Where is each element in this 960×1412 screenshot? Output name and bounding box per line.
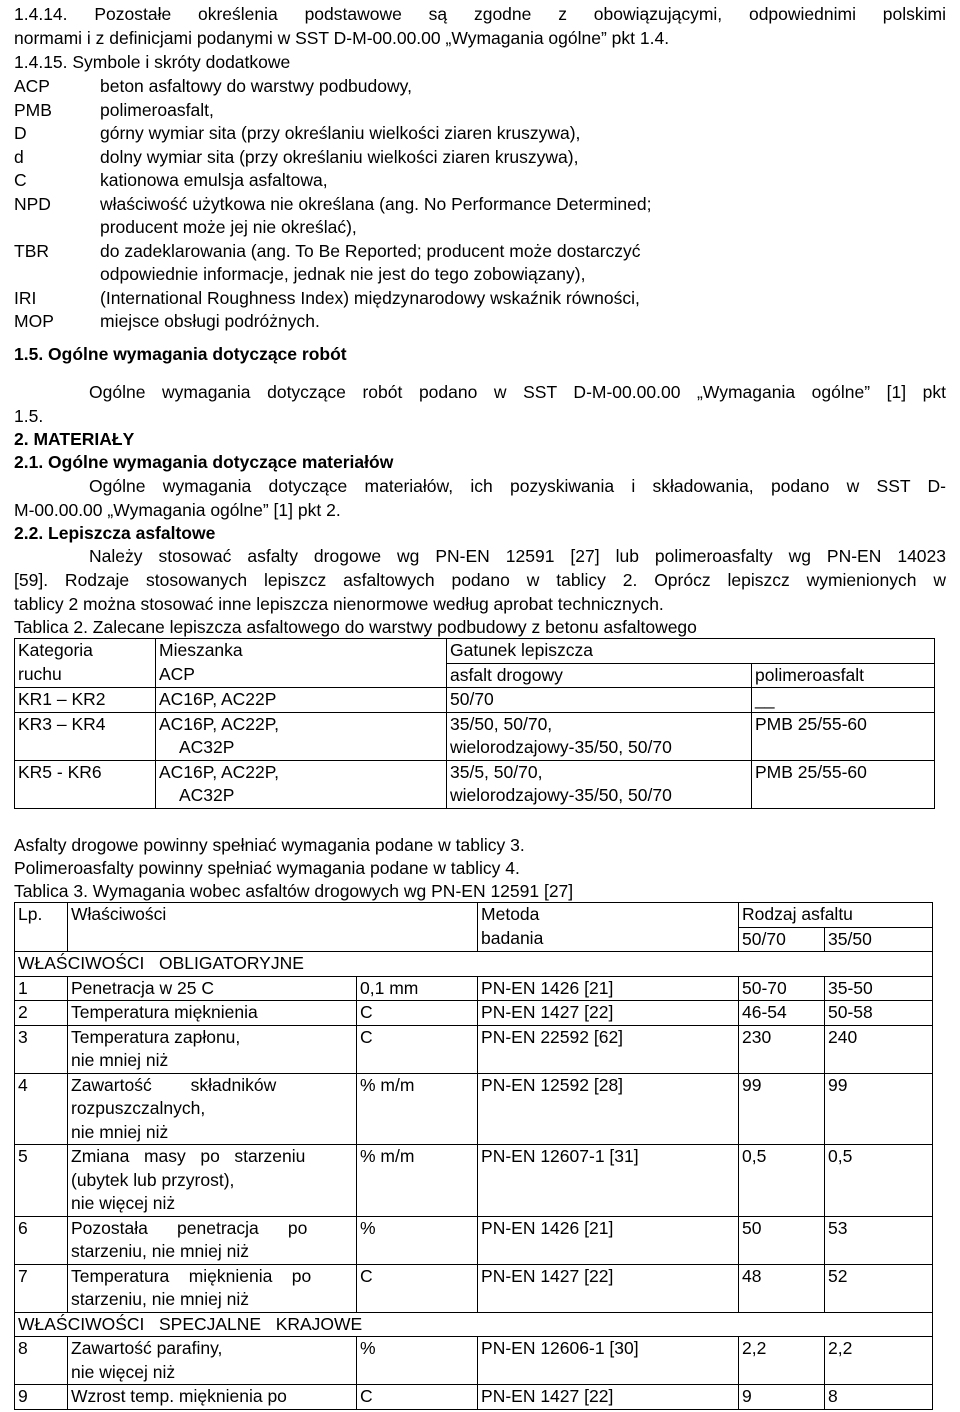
cell-lp: 8 — [15, 1337, 68, 1385]
cell-polimero: PMB 25/55-60 — [752, 760, 935, 808]
cell-50-70: 230 — [739, 1025, 825, 1073]
cell-35-50: 50-58 — [825, 1001, 933, 1026]
cell-wlasciwosci — [68, 1216, 357, 1264]
table-3-header-row — [15, 903, 933, 928]
cell-line: wielorodzajowy-35/50, 50/70 — [450, 785, 672, 805]
cell-line: AC16P, AC22P — [159, 689, 277, 709]
abbreviation-value: kationowa emulsja asfaltowa, — [100, 170, 328, 190]
table-3-header-35-50: 35/50 — [825, 927, 933, 952]
header-text: ruchu — [18, 663, 62, 684]
cell-wlasciwosci — [68, 976, 357, 1001]
cell-line: nie więcej niż — [71, 1193, 176, 1213]
cell-line: Wzrost temp. mięknienia po — [71, 1386, 287, 1406]
table-2-header-row — [15, 639, 935, 664]
abbreviation-key: ACP — [14, 76, 50, 96]
table-row — [15, 1073, 933, 1145]
abbreviation-value: polimeroasfalt, — [100, 99, 214, 120]
abbreviation-key: NPD — [14, 193, 51, 214]
cell-35-50: 2,2 — [825, 1337, 933, 1385]
table-section-row — [15, 1312, 933, 1337]
cell-line: nie mniej niż — [71, 1121, 169, 1142]
paragraph-1-4-14-line1: 1.4.14. Pozostałe określenia podstawowe są zgodne z obowiązującymi, odpowiednimi polskimi — [14, 4, 946, 24]
section-1-5-line1: Ogólne wymagania dotyczące robót podano w SST D-M-00.00.00 „Wymagania ogólne” [1] pkt — [89, 382, 946, 402]
section-2-1-heading: 2.1. Ogólne wymagania dotyczące materiałów — [14, 452, 394, 472]
table-row — [15, 1337, 933, 1385]
cell-metoda: PN-EN 12606-1 [30] — [478, 1337, 739, 1385]
cell-lp: 9 — [15, 1385, 68, 1410]
header-text: Kategoria — [18, 640, 93, 660]
cell-asfalt — [447, 688, 752, 713]
cell-wlasciwosci — [68, 1145, 357, 1217]
header-text: ACP — [159, 663, 195, 684]
after-table-2-line2: Polimeroasfalty powinny spełniać wymagania podane w tablicy 4. — [14, 858, 520, 878]
section-2-heading: 2. MATERIAŁY — [14, 429, 135, 449]
table-row — [15, 1216, 933, 1264]
table-2 — [14, 638, 935, 809]
cell-metoda: PN-EN 1427 [22] — [478, 1264, 739, 1312]
cell-50-70: 99 — [739, 1073, 825, 1145]
cell-metoda: PN-EN 12592 [28] — [478, 1073, 739, 1145]
cell-kategoria: KR1 – KR2 — [15, 688, 156, 713]
cell-35-50: 99 — [825, 1073, 933, 1145]
table-row — [15, 1385, 933, 1410]
cell-line: 50/70 — [450, 689, 494, 709]
section-1-5-heading: 1.5. Ogólne wymagania dotyczące robót — [14, 344, 347, 364]
cell-asfalt — [447, 712, 752, 760]
cell-lp: 1 — [15, 976, 68, 1001]
table-3-caption: Tablica 3. Wymagania wobec asfaltów drogowych wg PN-EN 12591 [27] — [14, 881, 574, 901]
abbreviation-row — [14, 98, 946, 122]
section-2-2-heading: 2.2. Lepiszcza asfaltowe — [14, 523, 216, 543]
cell-lp: 5 — [15, 1145, 68, 1217]
abbreviation-row — [14, 215, 946, 239]
table-2-caption: Tablica 2. Zalecane lepiszcza asfaltowego do warstwy podbudowy z betonu asfaltowego — [14, 617, 697, 637]
after-table-2-line1: Asfalty drogowe powinny spełniać wymagania podane w tablicy 3. — [14, 835, 525, 855]
table-3-header-metoda — [478, 903, 739, 952]
table-2-header-kategoria — [15, 639, 156, 688]
cell-line: 35/5, 50/70, — [450, 761, 543, 782]
cell-line: Zawartość składników — [71, 1074, 277, 1095]
cell-jednostka: C — [357, 1001, 478, 1026]
abbreviation-key: d — [14, 146, 24, 167]
abbreviation-row — [14, 239, 946, 263]
cell-line: nie więcej niż — [71, 1361, 176, 1382]
cell-line: AC32P — [179, 737, 235, 757]
table-3-header-wlasciwosci: Właściwości — [68, 903, 478, 952]
cell-wlasciwosci — [68, 1385, 357, 1410]
cell-line: nie mniej niż — [71, 1050, 169, 1070]
table-row — [15, 1264, 933, 1312]
abbreviation-value: dolny wymiar sita (przy określaniu wielkości ziaren kruszywa), — [100, 146, 579, 167]
table-2-header-gatunek: Gatunek lepiszcza — [447, 639, 935, 664]
cell-polimero: PMB 25/55-60 — [752, 712, 935, 760]
abbreviation-key: D — [14, 123, 27, 143]
cell-50-70: 48 — [739, 1264, 825, 1312]
section-2-2-line2: [59]. Rodzaje stosowanych lepiszcz asfaltowych podano w tablicy 2. Oprócz lepiszcz wymienionych w — [14, 570, 946, 590]
cell-jednostka: C — [357, 1264, 478, 1312]
cell-35-50: 240 — [825, 1025, 933, 1073]
cell-lp: 2 — [15, 1001, 68, 1026]
cell-50-70: 46-54 — [739, 1001, 825, 1026]
table-3-header-50-70: 50/70 — [739, 927, 825, 952]
cell-line: (ubytek lub przyrost), — [71, 1169, 235, 1190]
abbreviation-key: PMB — [14, 99, 52, 120]
cell-wlasciwosci — [68, 1025, 357, 1073]
cell-asfalt — [447, 760, 752, 808]
cell-metoda: PN-EN 1426 [21] — [478, 976, 739, 1001]
table-3-body — [15, 952, 933, 1410]
cell-line: AC16P, AC22P, — [159, 761, 280, 782]
abbreviation-value: odpowiednie informacje, jednak nie jest do tego zobowiązany), — [100, 264, 586, 284]
cell-50-70: 50 — [739, 1216, 825, 1264]
table-3 — [14, 902, 933, 1410]
cell-jednostka: % — [357, 1216, 478, 1264]
cell-jednostka: C — [357, 1025, 478, 1073]
section-1-5-line2: 1.5. — [14, 406, 44, 426]
cell-jednostka: % — [357, 1337, 478, 1385]
abbreviation-row — [14, 74, 946, 98]
cell-35-50: 0,5 — [825, 1145, 933, 1217]
header-text: badania — [481, 927, 544, 948]
abbreviation-row — [14, 262, 946, 286]
cell-35-50: 53 — [825, 1216, 933, 1264]
section-2-2-line1: Należy stosować asfalty drogowe wg PN-EN 12591 [27] lub polimeroasfalty wg PN-EN 14023 — [89, 546, 946, 566]
table-3-header-rodzaj: Rodzaj asfaltu — [739, 903, 933, 928]
table-2-header-asfalt: asfalt drogowy — [447, 663, 752, 688]
abbreviation-list — [14, 74, 946, 333]
abbreviation-value: producent może jej nie określać), — [100, 217, 357, 237]
abbreviation-row — [14, 168, 946, 192]
cell-50-70: 2,2 — [739, 1337, 825, 1385]
table-3-header-lp: Lp. — [15, 903, 68, 952]
cell-jednostka: 0,1 mm — [357, 976, 478, 1001]
section-2-1-line2: M-00.00.00 „Wymagania ogólne” [1] pkt 2. — [14, 500, 341, 520]
cell-35-50: 52 — [825, 1264, 933, 1312]
cell-wlasciwosci — [68, 1073, 357, 1145]
cell-jednostka: % m/m — [357, 1145, 478, 1217]
cell-metoda: PN-EN 22592 [62] — [478, 1025, 739, 1073]
cell-lp: 7 — [15, 1264, 68, 1312]
cell-line: wielorodzajowy-35/50, 50/70 — [450, 737, 672, 757]
header-text: Metoda — [481, 904, 540, 924]
abbreviation-row — [14, 286, 946, 310]
cell-50-70: 0,5 — [739, 1145, 825, 1217]
abbreviation-value: właściwość użytkowa nie określana (ang. No Performance Determined; — [100, 193, 652, 214]
table-row — [15, 1001, 933, 1026]
header-text: Mieszanka — [159, 640, 243, 660]
cell-line: starzeniu, nie mniej niż — [71, 1289, 249, 1309]
section-label: WŁAŚCIWOŚCI OBLIGATORYJNE — [15, 952, 933, 977]
cell-mieszanka — [156, 760, 447, 808]
table-row — [15, 1145, 933, 1217]
cell-line: Temperatura mięknienia po — [71, 1265, 312, 1286]
cell-metoda: PN-EN 12607-1 [31] — [478, 1145, 739, 1217]
abbreviation-key: TBR — [14, 240, 49, 261]
abbreviation-row — [14, 192, 946, 216]
table-2-header-polimero: polimeroasfalt — [752, 663, 935, 688]
table-section-row — [15, 952, 933, 977]
cell-line: Zawartość parafiny, — [71, 1338, 223, 1358]
cell-line: Penetracja w 25 C — [71, 977, 214, 998]
cell-50-70: 50-70 — [739, 976, 825, 1001]
abbreviation-value: beton asfaltowy do warstwy podbudowy, — [100, 76, 412, 96]
cell-line: starzeniu, nie mniej niż — [71, 1241, 249, 1261]
cell-wlasciwosci — [68, 1001, 357, 1026]
abbreviation-key: C — [14, 170, 27, 190]
cell-lp: 4 — [15, 1073, 68, 1145]
cell-mieszanka — [156, 712, 447, 760]
table-row — [15, 1025, 933, 1073]
cell-metoda: PN-EN 1426 [21] — [478, 1216, 739, 1264]
cell-kategoria: KR5 - KR6 — [15, 760, 156, 808]
paragraph-1-4-14-line2: normami i z definicjami podanymi w SST D-M-00.00.00 „Wymagania ogólne” pkt 1.4. — [14, 28, 670, 48]
cell-wlasciwosci — [68, 1264, 357, 1312]
cell-line: rozpuszczalnych, — [71, 1098, 206, 1118]
cell-line: Temperatura mięknienia — [71, 1002, 258, 1022]
abbreviation-key: IRI — [14, 287, 37, 308]
table-row — [15, 976, 933, 1001]
section-1-4-15-heading: 1.4.15. Symbole i skróty dodatkowe — [14, 52, 291, 72]
cell-polimero: __ — [752, 688, 935, 713]
cell-metoda: PN-EN 1427 [22] — [478, 1385, 739, 1410]
cell-jednostka: % m/m — [357, 1073, 478, 1145]
section-2-2-line3: tablicy 2 można stosować inne lepiszcza nienormowe według aprobat technicznych. — [14, 594, 664, 614]
abbreviation-row — [14, 145, 946, 169]
abbreviation-value: górny wymiar sita (przy określaniu wielkości ziaren kruszywa), — [100, 123, 581, 143]
abbreviation-row — [14, 309, 946, 333]
cell-line: Pozostała penetracja po — [71, 1217, 308, 1238]
cell-kategoria: KR3 – KR4 — [15, 712, 156, 760]
table-row — [15, 712, 935, 760]
cell-35-50: 35-50 — [825, 976, 933, 1001]
cell-mieszanka — [156, 688, 447, 713]
cell-line: 35/50, 50/70, — [450, 713, 553, 734]
cell-line: AC32P — [179, 785, 235, 805]
abbreviation-key: MOP — [14, 311, 54, 331]
abbreviation-value: do zadeklarowania (ang. To Be Reported; producent może dostarczyć — [100, 240, 641, 261]
table-row — [15, 688, 935, 713]
cell-jednostka: C — [357, 1385, 478, 1410]
table-2-header-mieszanka — [156, 639, 447, 688]
cell-lp: 3 — [15, 1025, 68, 1073]
cell-line: Zmiana masy po starzeniu — [71, 1146, 306, 1166]
cell-line: AC16P, AC22P, — [159, 713, 280, 734]
table-2-body — [15, 688, 935, 809]
cell-wlasciwosci — [68, 1337, 357, 1385]
abbreviation-value: miejsce obsługi podróżnych. — [100, 311, 320, 331]
cell-50-70: 9 — [739, 1385, 825, 1410]
cell-metoda: PN-EN 1427 [22] — [478, 1001, 739, 1026]
cell-line: Temperatura zapłonu, — [71, 1026, 241, 1047]
section-2-1-line1: Ogólne wymagania dotyczące materiałów, ich pozyskiwania i składowania, podano w SST D- — [89, 476, 946, 496]
table-row — [15, 760, 935, 808]
abbreviation-row — [14, 121, 946, 145]
cell-35-50: 8 — [825, 1385, 933, 1410]
cell-lp: 6 — [15, 1216, 68, 1264]
abbreviation-value: (International Roughness Index) międzynarodowy wskaźnik równości, — [100, 287, 640, 308]
section-label: WŁAŚCIWOŚCI SPECJALNE KRAJOWE — [15, 1312, 933, 1337]
